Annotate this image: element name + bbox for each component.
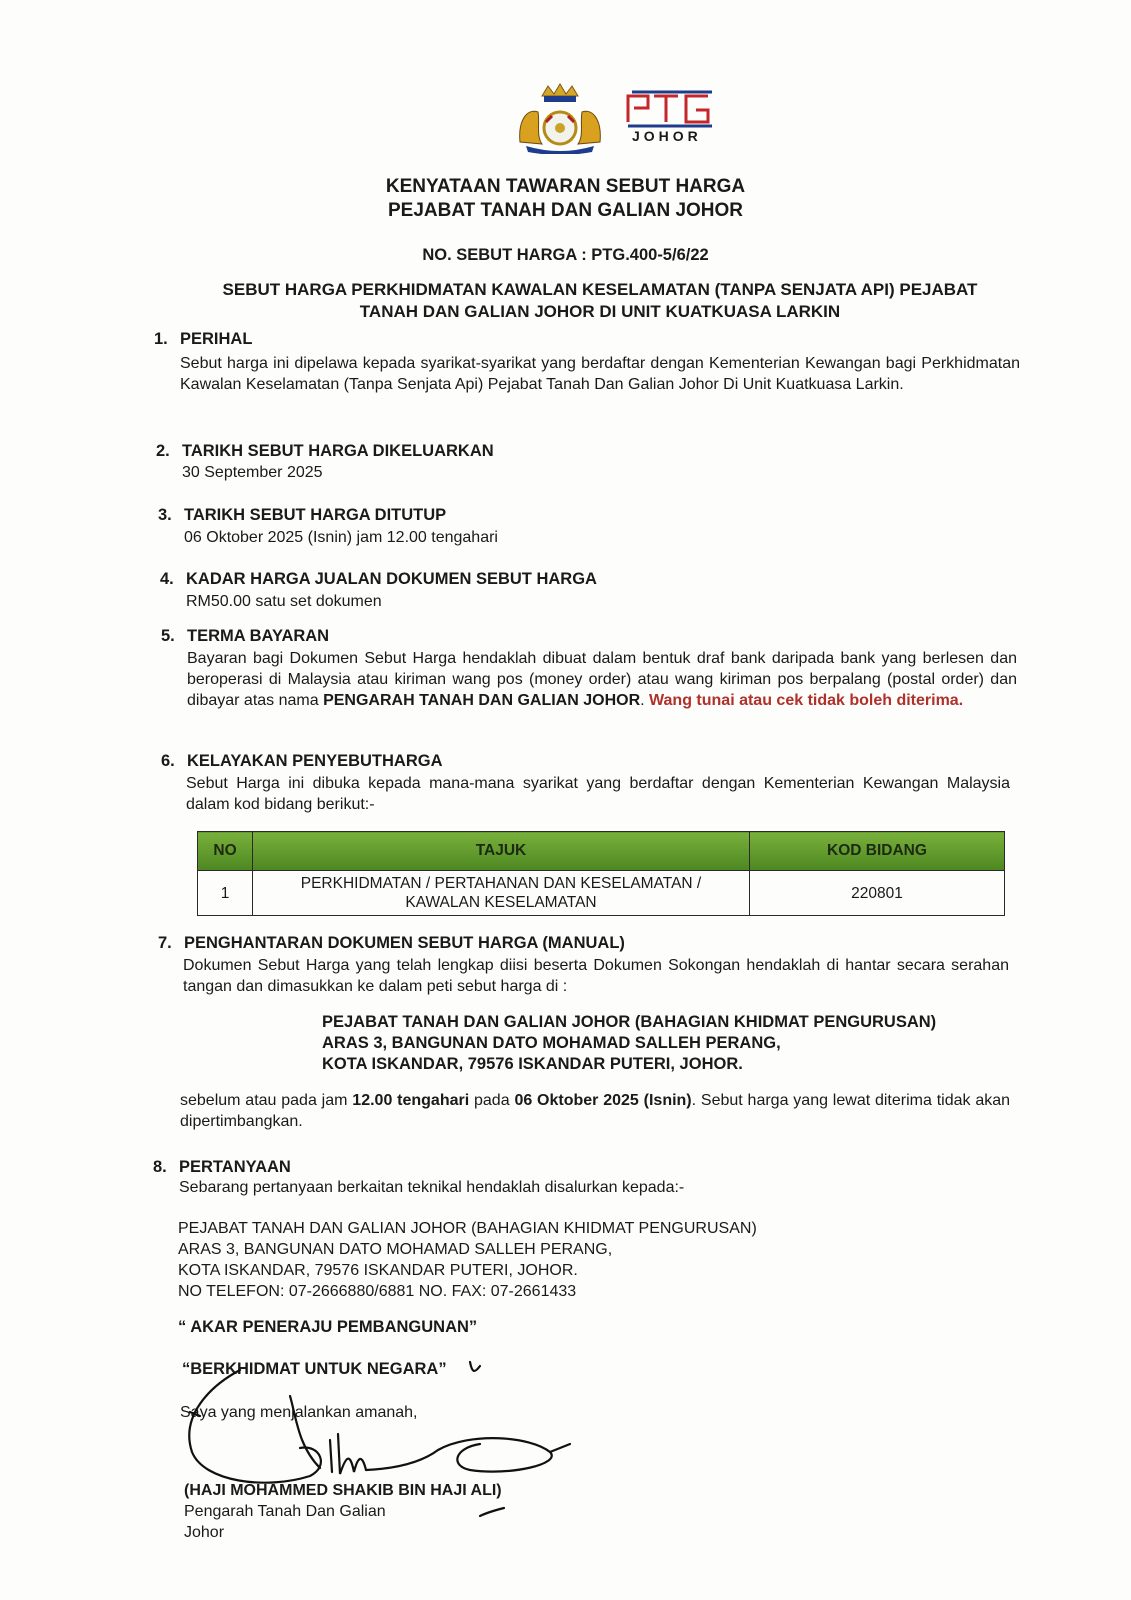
section-body: 06 Oktober 2025 (Isnin) jam 12.00 tengahari	[184, 529, 498, 546]
section-heading: PENGHANTARAN DOKUMEN SEBUT HARGA (MANUAL)	[184, 934, 625, 952]
table-row	[198, 871, 1005, 916]
ptg-logo-text: JOHOR	[632, 128, 702, 144]
logos	[512, 82, 722, 154]
section-body: RM50.00 satu set dokumen	[186, 593, 382, 610]
col-tajuk: TAJUK	[253, 832, 750, 871]
motto-berkhidmat: “BERKHIDMAT UNTUK NEGARA”	[182, 1360, 447, 1378]
section-number: 7.	[158, 934, 172, 952]
contact-numbers: NO TELEFON: 07-2666880/6881 NO. FAX: 07-2661433	[178, 1283, 577, 1300]
subject-line-1: SEBUT HARGA PERKHIDMATAN KAWALAN KESELAMATAN (TANPA SENJATA API) PEJABAT	[222, 280, 978, 299]
tajuk-line-2: KAWALAN KESELAMATAN	[405, 894, 597, 911]
title-line-2: PEJABAT TANAH DAN GALIAN JOHOR	[387, 200, 744, 221]
cell-tajuk	[253, 871, 750, 916]
tajuk-line-1: PERKHIDMATAN / PERTAHANAN DAN KESELAMATAN /	[300, 875, 702, 892]
motto-akar: “ AKAR PENERAJU PEMBANGUNAN”	[178, 1318, 478, 1336]
col-kod-bidang: KOD BIDANG	[750, 832, 1005, 871]
address-line: PEJABAT TANAH DAN GALIAN JOHOR (BAHAGIAN KHIDMAT PENGURUSAN)	[322, 1013, 937, 1031]
cell-no: 1	[198, 871, 253, 916]
section-heading: PERTANYAAN	[179, 1158, 291, 1176]
section-number: 6.	[161, 752, 175, 770]
closing-phrase: Saya yang menjalankan amanah,	[180, 1404, 418, 1421]
section-body: Sebut Harga ini dibuka kepada mana-mana syarikat yang berdaftar dengan Kementerian Kewangan Malaysia dalam kod bidang berikut:-	[186, 775, 1010, 813]
reference-number: NO. SEBUT HARGA : PTG.400-5/6/22	[422, 246, 709, 264]
body-text: Bayaran bagi Dokumen Sebut Harga hendaklah dibuat dalam bentuk draf bank daripada bank yang berlesen dan beroperasi di Malaysia atau kiriman wang pos (money order) atau wang kiriman pos berpalang (postal order) dan dibayar atas nama	[187, 650, 1017, 709]
table-header-row	[198, 832, 1005, 871]
no-cash-warning: Wang tunai atau cek tidak boleh diterima	[649, 692, 959, 709]
deadline-text	[180, 1090, 1010, 1132]
body-text: .	[958, 692, 964, 709]
kod-bidang-table	[197, 831, 1005, 916]
section-body: Sebut harga ini dipelawa kepada syarikat-syarikat yang berdaftar dengan Kementerian Kewangan bagi Perkhidmatan Kawalan Keselamatan (Tanpa Senjata Api) Pejabat Tanah Dan Galian Johor Di Unit Kuatkuasa Larkin.	[180, 355, 1020, 393]
section-heading: TARIKH SEBUT HARGA DITUTUP	[184, 506, 447, 524]
address-line: KOTA ISKANDAR, 79576 ISKANDAR PUTERI, JOHOR.	[322, 1055, 743, 1073]
body-text: pada	[469, 1092, 515, 1109]
section-heading: TERMA BAYARAN	[187, 627, 330, 645]
signer-title: Pengarah Tanah Dan Galian	[184, 1503, 386, 1520]
section-number: 1.	[154, 330, 168, 348]
address-line: ARAS 3, BANGUNAN DATO MOHAMAD SALLEH PERANG,	[322, 1034, 781, 1052]
body-text: sebelum atau pada jam	[180, 1092, 353, 1109]
section-number: 3.	[158, 506, 172, 524]
section-heading: KELAYAKAN PENYEBUTHARGA	[187, 752, 443, 770]
section-body: 30 September 2025	[182, 464, 323, 481]
johor-crest-icon	[512, 82, 608, 154]
delivery-address	[322, 1012, 936, 1075]
section-heading: TARIKH SEBUT HARGA DIKELUARKAN	[182, 442, 494, 460]
address-line: PEJABAT TANAH DAN GALIAN JOHOR (BAHAGIAN KHIDMAT PENGURUSAN)	[178, 1220, 757, 1237]
signer-block	[184, 1480, 502, 1543]
deadline-date: 06 Oktober 2025 (Isnin)	[514, 1092, 692, 1109]
section-number: 5.	[161, 627, 175, 645]
section-number: 8.	[153, 1158, 167, 1176]
signer-title: Johor	[184, 1524, 225, 1541]
payee-name: PENGARAH TANAH DAN GALIAN JOHOR	[323, 692, 641, 709]
cell-kod: 220801	[750, 871, 1005, 916]
title-line-1: KENYATAAN TAWARAN SEBUT HARGA	[385, 176, 746, 197]
enquiry-address	[178, 1218, 757, 1302]
section-body: Dokumen Sebut Harga yang telah lengkap diisi beserta Dokumen Sokongan hendaklah di hantar secara serahan tangan dan dimasukkan ke dalam peti sebut harga di :	[183, 957, 1009, 995]
address-line: KOTA ISKANDAR, 79576 ISKANDAR PUTERI, JOHOR.	[178, 1262, 578, 1279]
body-text: .	[640, 692, 650, 709]
section-body	[187, 648, 1017, 711]
section-heading: PERIHAL	[180, 330, 253, 348]
section-heading: KADAR HARGA JUALAN DOKUMEN SEBUT HARGA	[186, 570, 597, 588]
address-line: ARAS 3, BANGUNAN DATO MOHAMAD SALLEH PERANG,	[178, 1241, 613, 1258]
subject-line-2: TANAH DAN GALIAN JOHOR DI UNIT KUATKUASA LARKIN	[359, 302, 841, 321]
section-number: 2.	[156, 442, 170, 460]
deadline-time: 12.00 tengahari	[352, 1092, 470, 1109]
signer-name: (HAJI MOHAMMED SHAKIB BIN HAJI ALI)	[184, 1482, 502, 1499]
section-number: 4.	[160, 570, 174, 588]
body-text: . Sebut harga yang lewat diterima tidak akan dipertimbangkan.	[180, 1092, 1011, 1130]
col-no: NO	[198, 832, 253, 871]
section-body: Sebarang pertanyaan berkaitan teknikal hendaklah disalurkan kepada:-	[179, 1179, 685, 1196]
